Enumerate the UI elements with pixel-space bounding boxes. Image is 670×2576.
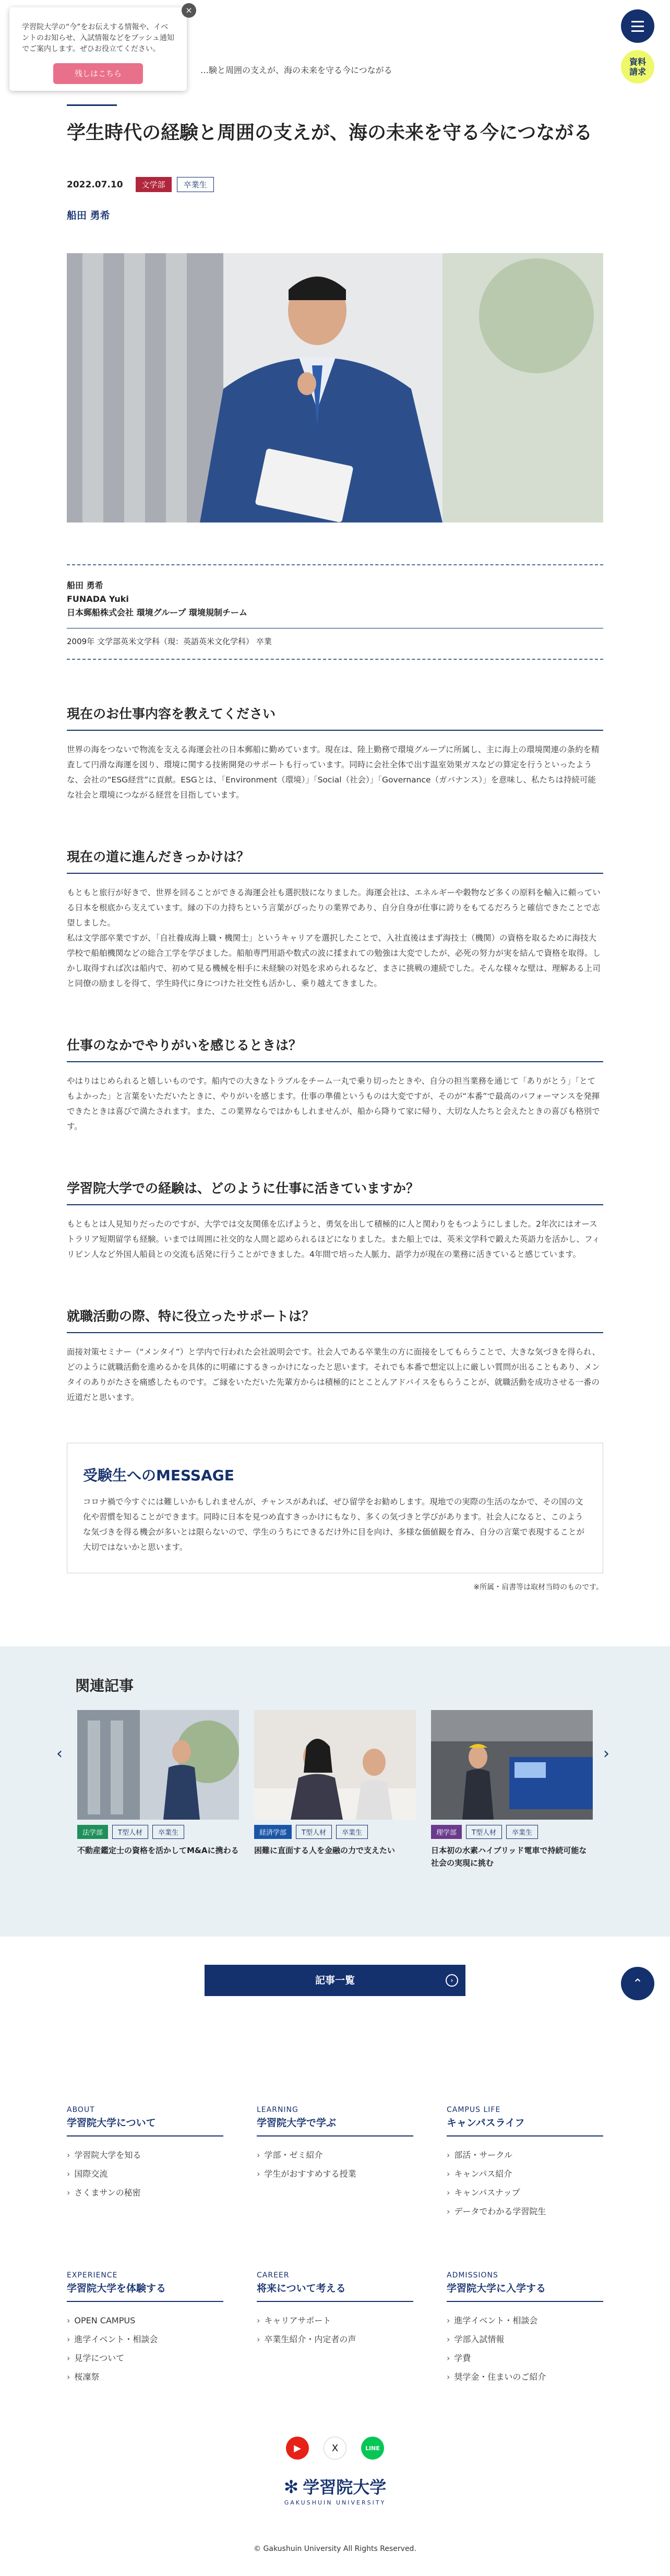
section-body: 世界の海をつないで物流を支える海運会社の日本郵船に勤めています。現在は、陸上勤務で環境グループに所属し、主に海上の環境関連の条約を精査して円滑な海運を図り、環境に関する技術開発のサポートも行っています。同時に会社全体で出す温室効果ガスなどの算定を行うといったような、会社の“ESG経営”に貢献。ESGとは、「Environment（環境）」「Social（社会）」「Governance（ガバナンス）」を意味し、私たちは持続可能な社会と環境につながる経営を目指しています。 — [67, 745, 600, 800]
footer-link[interactable]: › データでわかる学習院生 — [447, 2202, 603, 2221]
related-card-photo — [77, 1710, 239, 1820]
logo-name-en: GAKUSHUIN UNIVERSITY — [284, 2499, 386, 2506]
article-date: 2022.07.10 — [67, 179, 123, 190]
profile-company: 日本郵船株式会社 環境グループ 環境規制チーム — [67, 608, 247, 618]
profile-career: 2009年 文学部英米文学科（現：英語英米文化学科） 卒業 — [67, 628, 603, 648]
footer-col-title[interactable]: 学習院大学を体験する — [67, 2281, 223, 2302]
card-tag: 卒業生 — [152, 1825, 184, 1839]
footer-link[interactable]: › キャリアサポート — [257, 2311, 413, 2330]
hamburger-icon — [631, 21, 644, 22]
x-icon[interactable]: X — [324, 2437, 346, 2460]
related-card-photo — [254, 1710, 416, 1820]
footer-link[interactable]: › 学生がおすすめする授業 — [257, 2165, 413, 2183]
footer-col-learning — [257, 2106, 413, 2221]
chevron-up-icon: ⌃ — [632, 1976, 643, 1991]
chevron-right-icon[interactable]: › — [603, 1744, 609, 1763]
profile-box — [67, 564, 603, 660]
footer-link[interactable]: › キャンパスナップ — [447, 2183, 603, 2202]
footer-col-title[interactable]: 学習院大学に入学する — [447, 2281, 603, 2302]
footer-link[interactable]: › 学費 — [447, 2349, 603, 2368]
footer-col-career — [257, 2271, 413, 2387]
menu-button[interactable] — [621, 9, 654, 43]
logo-text — [0, 2474, 670, 2498]
section-body: もともとは人見知りだったのですが、大学では交友関係を広げようと、勇気を出して積極的に人と関わりをもつようにしました。2年次にはオーストラリア短期留学も経験。いまでは周囲に社交的な人間と認められるほどになりました。また船上では、英米文学科で鍛えた英語力を活かし、フィリピン人など外国人船員との交流も活発に行うことができました。4年間で培った人脈力、語学力が現在の業務に活きていると感じています。 — [67, 1219, 600, 1259]
card-photo-illustration — [77, 1710, 239, 1820]
section-body: やはりはじめられると嬉しいものです。船内での大きなトラブルをチーム一丸で乗り切ったときや、自分の担当業務を通じて「ありがとう」「とてもよかった」と言葉をいただいたときに、やりがいを感じます。仕事の準備というものは大変ですが、そのが“本番”で最高のパフォーマンスを発揮できたときは喜びで満たされます。また、この業界ならではかもしれませんが、船から降りて家に帰り、大切な人たちと会えたときの喜びも格別です。 — [67, 1076, 600, 1131]
document-request-button[interactable] — [621, 50, 654, 84]
card-title: 不動産鑑定士の資格を活かしてM&Aに携わる — [77, 1846, 239, 1855]
section-heading: 現在のお仕事内容を教えてください — [67, 704, 603, 731]
article-meta — [67, 177, 603, 192]
page-title: 学生時代の経験と周囲の支えが、海の未来を守る今につながる — [67, 122, 593, 144]
footer-link[interactable]: › 奨学金・住まいのご紹介 — [447, 2368, 603, 2387]
back-to-top-button[interactable] — [621, 1967, 654, 2000]
footer-link[interactable]: › 進学イベント・相談会 — [67, 2330, 223, 2349]
card-tag: 卒業生 — [336, 1825, 368, 1839]
line-icon[interactable]: LINE — [361, 2437, 384, 2460]
related-heading: 関連記事 — [75, 1677, 134, 1694]
section-university-experience — [67, 1178, 603, 1262]
hero-photo — [67, 253, 603, 523]
article-list-label: 記事一覧 — [315, 1975, 355, 1986]
card-tag-faculty: 理学部 — [431, 1825, 462, 1839]
footer-link[interactable]: › キャンパス紹介 — [447, 2165, 603, 2183]
social-links — [0, 2437, 670, 2460]
footer-link[interactable]: › 部活・サークル — [447, 2146, 603, 2165]
section-body: もともと旅行が好きで、世界を回ることができる海運会社も選択肢になりました。海運会社は、エネルギーや穀物など多くの原料を輸入に頼っている日本を根底から支えています。縁の下の力持ちという言葉がぴったりの業界であり、自分自身が仕事に誇りをもてるだろうと確信できたことで志望しました。 私は文学部卒業ですが、「自社養成海上職・機関士」というキャリアを選択したことで、入社直後はまず海技士（機関）の資格を取るために海技大学校で船舶機関などの総合工学を学びました。船舶専門用語や数式の波に揉まれての勉強は大変でしたが、必死の努力が実を結んで資格を取得。しかし取得すれば次は船内で、初めて見る機械を相手に未経験の対処を求められるなど、まさに挑戦の連続でした。そんな様々な壁は、理解ある上司と同僚の励ましを得て、学生時代に身につけた社交性も活かし、乗り越えてきました。 — [67, 888, 601, 988]
footer-nav — [67, 2106, 603, 2387]
card-tag: T型人材 — [112, 1825, 148, 1839]
footer-col-about — [67, 2106, 223, 2221]
section-heading: 学習院大学での経験は、どのように仕事に活きていますか？ — [67, 1178, 603, 1205]
article — [67, 104, 603, 1592]
author-name: 船田 勇希 — [67, 210, 110, 221]
arrow-right-icon: › — [446, 1974, 458, 1987]
article-list-button[interactable] — [205, 1965, 465, 1996]
footer-link[interactable]: › OPEN CAMPUS — [67, 2311, 223, 2330]
section-job-hunting — [67, 1306, 603, 1405]
chevron-left-icon[interactable]: ‹ — [56, 1744, 63, 1763]
footer-link[interactable]: › 進学イベント・相談会 — [447, 2311, 603, 2330]
footer-col-experience — [67, 2271, 223, 2387]
popup-text: 学習院大学の“今”をお伝えする情報や、イベントのお知らせ、入試情報などをプッシュ通知でご案内します。ぜひお役立てください。 — [22, 23, 174, 53]
footer-link[interactable]: › 学部入試情報 — [447, 2330, 603, 2349]
document-request-label: 資料 請求 — [629, 57, 646, 77]
message-body: コロナ禍で今すぐには難しいかもしれませんが、チャンスがあれば、ぜひ留学をお勧めします。現地での実際の生活のなかで、その国の文化や習慣を知ることができます。同時に日本を見つめ直すきっかけにもなり、多くの気づきと学びがあります。社会人になると、このような気づきを得る機会が多いとは限らないので、学生のうちにできるだけ外に目を向け、多様な価値観を育み、自分の言葉で表現することが大切ではないかと思います。 — [83, 1497, 585, 1552]
footer-col-en: ADMISSIONS — [447, 2271, 498, 2280]
footer-col-title[interactable]: 学習院大学で学ぶ — [257, 2115, 413, 2136]
card-tag-faculty: 法学部 — [77, 1825, 108, 1839]
footer-col-en: CAMPUS LIFE — [447, 2106, 501, 2114]
logo-mark-icon: ✻ — [283, 2477, 299, 2498]
title-rule — [67, 104, 117, 106]
hero-photo-illustration — [67, 253, 603, 523]
top-bar — [0, 0, 670, 78]
footer-link[interactable]: › 桜凜祭 — [67, 2368, 223, 2387]
related-card-photo — [431, 1710, 593, 1820]
card-tag: T型人材 — [296, 1825, 332, 1839]
footer-col-en: LEARNING — [257, 2106, 298, 2114]
footer-col-title[interactable]: キャンパスライフ — [447, 2115, 603, 2136]
footer-link[interactable]: › さくまサンの秘密 — [67, 2183, 223, 2202]
footer-col-title[interactable]: 将来について考える — [257, 2281, 413, 2302]
related-card[interactable] — [254, 1710, 416, 1857]
footer-link[interactable]: › 見学について — [67, 2349, 223, 2368]
section-heading: 仕事のなかでやりがいを感じるときは？ — [67, 1035, 603, 1062]
close-icon[interactable]: × — [182, 3, 196, 18]
card-tag-faculty: 経済学部 — [254, 1825, 292, 1839]
hamburger-icon — [631, 26, 644, 27]
tag-graduate[interactable]: 卒業生 — [177, 177, 214, 192]
profile-name-en: FUNADA Yuki — [67, 594, 129, 604]
logo-name: 学習院大学 — [303, 2477, 387, 2497]
popup-subscribe-button[interactable]: 残しはこちら — [53, 63, 143, 84]
footer — [0, 2106, 670, 2576]
section-current-work — [67, 704, 603, 803]
footer-link[interactable]: › 学習院大学を知る — [67, 2146, 223, 2165]
footer-col-title[interactable]: 学習院大学について — [67, 2115, 223, 2136]
card-photo-illustration — [254, 1710, 416, 1820]
footer-col-en: EXPERIENCE — [67, 2271, 118, 2280]
footer-link[interactable]: › 学部・ゼミ紹介 — [257, 2146, 413, 2165]
card-title: 困難に直面する人を金融の力で支えたい — [254, 1846, 396, 1855]
card-tag: 卒業生 — [506, 1825, 538, 1839]
footer-col-en: CAREER — [257, 2271, 290, 2280]
message-box — [67, 1443, 603, 1573]
card-tag: T型人材 — [466, 1825, 502, 1839]
copyright: © Gakushuin University All Rights Reserved. — [254, 2545, 416, 2553]
card-photo-illustration — [431, 1710, 593, 1820]
section-motivation — [67, 847, 603, 991]
message-heading: 受験生へのMESSAGE — [83, 1467, 234, 1484]
related-articles — [0, 1646, 670, 1937]
card-title: 日本初の水素ハイブリッド電車で持続可能な社会の実現に挑む — [431, 1846, 587, 1868]
related-card[interactable] — [431, 1710, 593, 1869]
footer-col-admissions — [447, 2271, 603, 2387]
related-card[interactable] — [77, 1710, 239, 1857]
affiliation-note: ※所属・肩書等は取材当時のものです。 — [473, 1583, 603, 1592]
footer-link[interactable]: › 国際交流 — [67, 2165, 223, 2183]
section-body: 面接対策セミナー（“メンタイ”）と学内で行われた会社説明会です。社会人である卒業生の方に面接をしてもらうことで、大きな気づきを得られ、どのように就職活動を進めるかを具体的に明確にするきっかけになったと思います。それでも本番で想定以上に厳しい質問が出ることもあり、メンタイのありがたさを痛感したものです。ご縁をいただいた先輩方からは積極的にとことんアドバイスをもらうことが、就職活動を成功させる一番の近道だと思います。 — [67, 1347, 601, 1402]
profile-name: 船田 勇希 — [67, 580, 103, 590]
section-rewarding — [67, 1035, 603, 1134]
hamburger-icon — [631, 30, 644, 32]
section-heading: 現在の道に進んだきっかけは？ — [67, 847, 603, 874]
section-heading: 就職活動の際、特に役立ったサポートは？ — [67, 1306, 603, 1333]
youtube-icon[interactable]: ▶ — [286, 2437, 309, 2460]
tag-faculty[interactable]: 文学部 — [136, 177, 172, 192]
footer-col-en: ABOUT — [67, 2106, 95, 2114]
footer-col-campus-life — [447, 2106, 603, 2221]
breadcrumb[interactable]: …験と周囲の支えが、海の未来を守る今につながる — [200, 65, 392, 75]
university-logo[interactable] — [0, 2474, 670, 2506]
footer-link[interactable]: › 卒業生紹介・内定者の声 — [257, 2330, 413, 2349]
push-notification-popup — [9, 5, 193, 91]
